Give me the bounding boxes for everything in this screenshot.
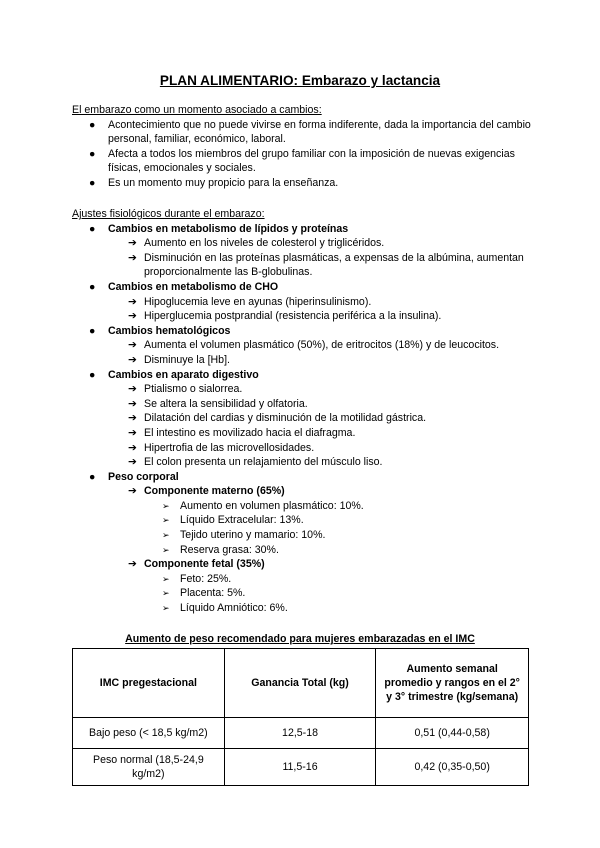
table-cell: 0,42 (0,35-0,50) (376, 749, 529, 786)
table-cell: Peso normal (18,5-24,9 kg/m2) (73, 749, 225, 786)
arrow-icon: ➔ (128, 339, 137, 352)
list-item: ➢ Tejido uterino y mamario: 10%. (162, 529, 326, 542)
section-heading: El embarazo como un momento asociado a cambios: (72, 104, 322, 116)
table-cell: 0,51 (0,44-0,58) (376, 718, 529, 749)
list-item: ➢ Placenta: 5%. (162, 587, 246, 600)
table-cell: Bajo peso (< 18,5 kg/m2) (73, 718, 225, 749)
triangle-icon: ➢ (162, 573, 170, 584)
list-item: ➔ El colon presenta un relajamiento del músculo liso. (128, 456, 383, 469)
subsection-peso: ● Peso corporal (89, 470, 179, 483)
list-item: ● Acontecimiento que no puede vivirse en forma indiferente, dada la importancia del cambio personal, familiar, económico, laboral. (89, 118, 531, 146)
arrow-icon: ➔ (128, 456, 137, 469)
subsection-lipidos: ● Cambios en metabolismo de lípidos y proteínas (89, 222, 349, 235)
list-item: ➔ Se altera la sensibilidad y olfatoria. (128, 397, 308, 410)
list-item: ➔ Hipertrofia de las microvellosidades. (128, 441, 315, 454)
list-item: ➔ El intestino es movilizado hacia el diafragma. (128, 426, 356, 439)
list-item: ➢ Aumento en volumen plasmático: 10%. (162, 499, 364, 512)
list-item: ➔ Aumento en los niveles de colesterol y triglicéridos. (128, 237, 385, 250)
bullet-icon: ● (89, 368, 96, 381)
bullet-icon: ● (89, 470, 96, 483)
table-row (73, 749, 529, 786)
bullet-icon: ● (89, 280, 96, 293)
subsection-digestivo: ● Cambios en aparato digestivo (89, 368, 259, 381)
arrow-icon: ➔ (128, 295, 137, 308)
page-title: PLAN ALIMENTARIO: Embarazo y lactancia (159, 73, 441, 88)
triangle-icon: ➢ (162, 515, 170, 526)
arrow-icon: ➔ (128, 251, 137, 264)
subsection-cho: ● Cambios en metabolismo de CHO (89, 280, 279, 293)
ajustes-list (72, 222, 532, 616)
imc-table (72, 648, 529, 786)
triangle-icon: ➢ (162, 530, 170, 541)
bullet-icon: ● (89, 176, 96, 189)
list-item: ➔ Dilatación del cardias y disminución de la motilidad gástrica. (128, 412, 427, 425)
arrow-icon: ➔ (128, 310, 137, 323)
table-row (73, 718, 529, 749)
table-cell: 12,5-18 (224, 718, 376, 749)
bullet-list (72, 118, 532, 191)
list-item: ➔ Ptialismo o sialorrea. (128, 383, 243, 396)
table-header-cell: Aumento semanal promedio y rangos en el 2° y 3° trimestre (kg/semana) (376, 649, 529, 718)
bullet-icon: ● (89, 118, 96, 131)
list-item: ➢ Líquido Extracelular: 13%. (162, 514, 304, 527)
list-item: ➔ Hiperglucemia postprandial (resistencia periférica a la insulina). (128, 310, 442, 323)
arrow-icon: ➔ (128, 441, 137, 454)
list-item: ● Afecta a todos los miembros del grupo familiar con la imposición de nuevas exigencias físicas, emocionales y sociales. (89, 147, 515, 175)
bullet-icon: ● (89, 324, 96, 337)
list-item: ➢ Reserva grasa: 30%. (162, 543, 279, 556)
list-item: ➢ Líquido Amniótico: 6%. (162, 602, 288, 615)
section-ajustes-fisiologicos (72, 207, 532, 616)
arrow-icon: ➔ (128, 558, 137, 571)
arrow-icon: ➔ (128, 353, 137, 366)
triangle-icon: ➢ (162, 500, 170, 511)
bullet-icon: ● (89, 222, 96, 235)
list-item: ➔ Disminuye la [Hb]. (128, 353, 230, 366)
triangle-icon: ➢ (162, 588, 170, 599)
subsection-materno: ➔ Componente materno (65%) (128, 485, 285, 498)
list-item: ➔ Disminución en las proteínas plasmáticas, a expensas de la albúmina, aumentan proporcionalmente las B-globulinas. (128, 251, 524, 279)
table-header-row (73, 649, 529, 718)
arrow-icon: ➔ (128, 383, 137, 396)
subsection-fetal: ➔ Componente fetal (35%) (128, 558, 265, 571)
list-item: ● Es un momento muy propicio para la enseñanza. (89, 176, 339, 189)
triangle-icon: ➢ (162, 603, 170, 614)
list-item: ➔ Aumenta el volumen plasmático (50%), de eritrocitos (18%) y de leucocitos. (128, 339, 500, 352)
table-header-cell: IMC pregestacional (73, 649, 225, 718)
arrow-icon: ➔ (128, 412, 137, 425)
list-item: ➢ Feto: 25%. (162, 572, 232, 585)
table-header-cell: Ganancia Total (kg) (224, 649, 376, 718)
subsection-hematologicos: ● Cambios hematológicos (89, 324, 231, 337)
arrow-icon: ➔ (128, 237, 137, 250)
section-heading: Ajustes fisiológicos durante el embarazo: (72, 208, 265, 220)
table-cell: 11,5-16 (224, 749, 376, 786)
triangle-icon: ➢ (162, 544, 170, 555)
arrow-icon: ➔ (128, 397, 137, 410)
arrow-icon: ➔ (128, 426, 137, 439)
arrow-icon: ➔ (128, 485, 137, 498)
section-embarazo-cambios (72, 103, 532, 191)
table-title: Aumento de peso recomendado para mujeres embarazadas en el IMC (125, 633, 475, 645)
bullet-icon: ● (89, 147, 96, 160)
list-item: ➔ Hipoglucemia leve en ayunas (hiperinsulinismo). (128, 295, 372, 308)
